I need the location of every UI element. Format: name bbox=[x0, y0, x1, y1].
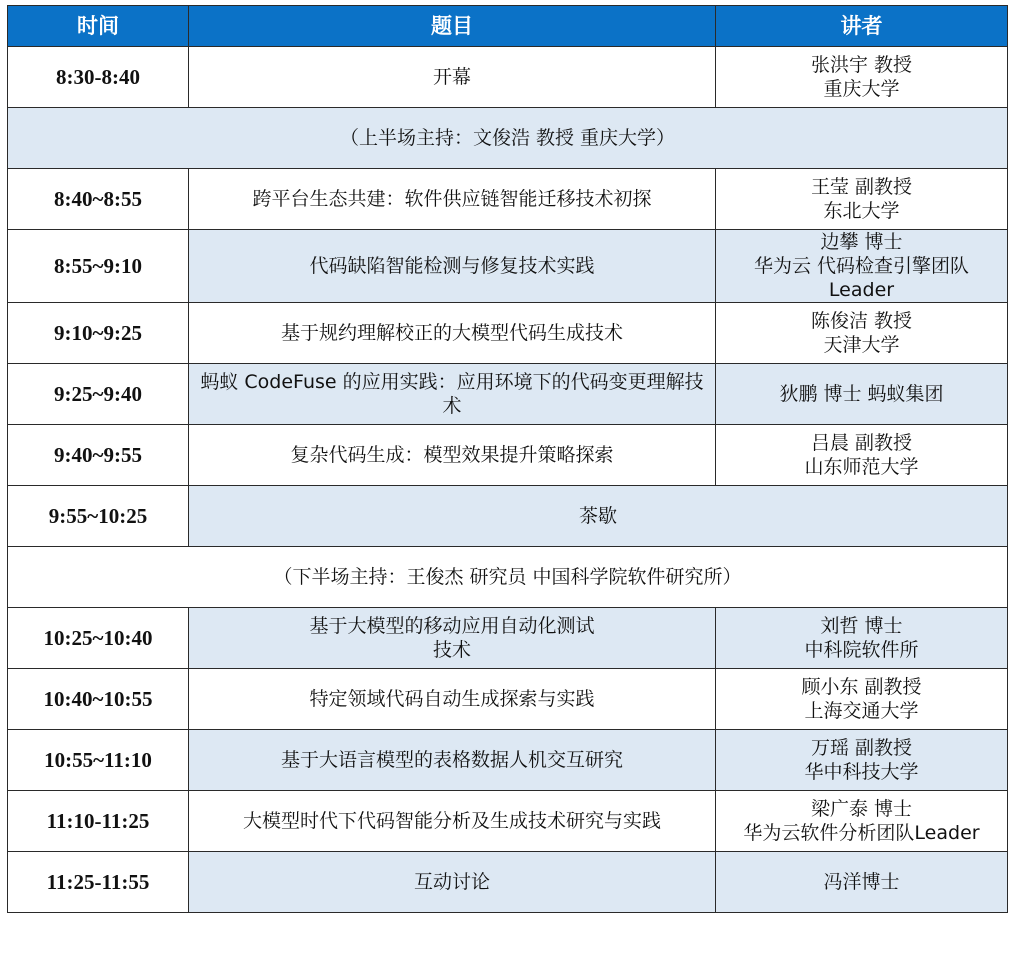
speaker-affiliation: 华为云 代码检查引擎团队 bbox=[753, 255, 970, 277]
second-half-host: （下半场主持：王俊杰 研究员 中国科学院软件研究所） bbox=[8, 547, 1008, 608]
table-row bbox=[8, 730, 1008, 791]
speaker-name: 张洪宇 教授 bbox=[810, 54, 913, 76]
session-topic: 代码缺陷智能检测与修复技术实践 bbox=[189, 230, 716, 303]
speaker-name: 吕晨 副教授 bbox=[810, 432, 913, 454]
host-row bbox=[8, 547, 1008, 608]
session-topic: 跨平台生态共建：软件供应链智能迁移技术初探 bbox=[189, 169, 716, 230]
speaker-name: 边攀 博士 bbox=[820, 231, 903, 253]
session-time: 10:55~11:10 bbox=[8, 730, 189, 791]
table-row bbox=[8, 230, 1008, 303]
session-speaker bbox=[716, 669, 1008, 730]
agenda-table bbox=[7, 5, 1008, 913]
session-speaker bbox=[716, 47, 1008, 108]
table-row bbox=[8, 852, 1008, 913]
speaker-affiliation: 东北大学 bbox=[823, 200, 900, 222]
table-row bbox=[8, 303, 1008, 364]
speaker-name: 王莹 副教授 bbox=[810, 176, 913, 198]
table-row bbox=[8, 608, 1008, 669]
session-time: 10:40~10:55 bbox=[8, 669, 189, 730]
speaker-affiliation: 华中科技大学 bbox=[804, 761, 919, 783]
header-speaker: 讲者 bbox=[716, 6, 1008, 47]
header-row bbox=[8, 6, 1008, 47]
session-topic: 大模型时代下代码智能分析及生成技术研究与实践 bbox=[189, 791, 716, 852]
speaker-affiliation: 华为云软件分析团队Leader bbox=[743, 822, 980, 844]
session-speaker bbox=[716, 303, 1008, 364]
session-time: 9:25~9:40 bbox=[8, 364, 189, 425]
break-row bbox=[8, 486, 1008, 547]
session-time: 8:40~8:55 bbox=[8, 169, 189, 230]
speaker-affiliation: 重庆大学 bbox=[823, 78, 900, 100]
session-time: 8:30-8:40 bbox=[8, 47, 189, 108]
header-topic: 题目 bbox=[189, 6, 716, 47]
table-row bbox=[8, 169, 1008, 230]
speaker-name: 冯洋博士 bbox=[823, 871, 900, 893]
session-speaker bbox=[716, 852, 1008, 913]
header-time: 时间 bbox=[8, 6, 189, 47]
session-speaker bbox=[716, 791, 1008, 852]
session-topic: 蚂蚁 CodeFuse 的应用实践：应用环境下的代码变更理解技术 bbox=[189, 364, 716, 425]
speaker-name: 梁广泰 博士 bbox=[810, 798, 913, 820]
topic-line: 基于大模型的移动应用自动化测试 bbox=[309, 615, 595, 637]
topic-line: 技术 bbox=[432, 639, 471, 661]
session-time: 9:10~9:25 bbox=[8, 303, 189, 364]
session-topic: 互动讨论 bbox=[189, 852, 716, 913]
host-row bbox=[8, 108, 1008, 169]
session-time: 11:25-11:55 bbox=[8, 852, 189, 913]
session-speaker bbox=[716, 730, 1008, 791]
speaker-name: 刘哲 博士 bbox=[820, 615, 903, 637]
session-topic: 开幕 bbox=[189, 47, 716, 108]
table-row bbox=[8, 47, 1008, 108]
session-topic: 复杂代码生成：模型效果提升策略探索 bbox=[189, 425, 716, 486]
session-topic: 基于规约理解校正的大模型代码生成技术 bbox=[189, 303, 716, 364]
table-row bbox=[8, 791, 1008, 852]
speaker-name: 陈俊洁 教授 bbox=[810, 310, 913, 332]
session-time: 9:40~9:55 bbox=[8, 425, 189, 486]
session-speaker bbox=[716, 230, 1008, 303]
session-time: 8:55~9:10 bbox=[8, 230, 189, 303]
session-topic: 特定领域代码自动生成探索与实践 bbox=[189, 669, 716, 730]
speaker-name: 狄鹏 博士 蚂蚁集团 bbox=[779, 383, 944, 405]
table-row bbox=[8, 425, 1008, 486]
session-time: 11:10-11:25 bbox=[8, 791, 189, 852]
speaker-affiliation: 山东师范大学 bbox=[804, 456, 919, 478]
session-time: 9:55~10:25 bbox=[8, 486, 189, 547]
first-half-host: （上半场主持：文俊浩 教授 重庆大学） bbox=[8, 108, 1008, 169]
session-speaker bbox=[716, 608, 1008, 669]
speaker-affiliation: 天津大学 bbox=[823, 334, 900, 356]
session-speaker bbox=[716, 364, 1008, 425]
session-speaker bbox=[716, 425, 1008, 486]
speaker-role: Leader bbox=[828, 279, 895, 301]
tea-break: 茶歇 bbox=[189, 486, 1008, 547]
speaker-name: 顾小东 副教授 bbox=[801, 676, 922, 698]
session-topic bbox=[189, 608, 716, 669]
session-speaker bbox=[716, 169, 1008, 230]
session-time: 10:25~10:40 bbox=[8, 608, 189, 669]
speaker-affiliation: 中科院软件所 bbox=[804, 639, 919, 661]
session-topic: 基于大语言模型的表格数据人机交互研究 bbox=[189, 730, 716, 791]
table-row bbox=[8, 669, 1008, 730]
speaker-affiliation: 上海交通大学 bbox=[804, 700, 919, 722]
speaker-name: 万瑶 副教授 bbox=[810, 737, 913, 759]
table-row bbox=[8, 364, 1008, 425]
